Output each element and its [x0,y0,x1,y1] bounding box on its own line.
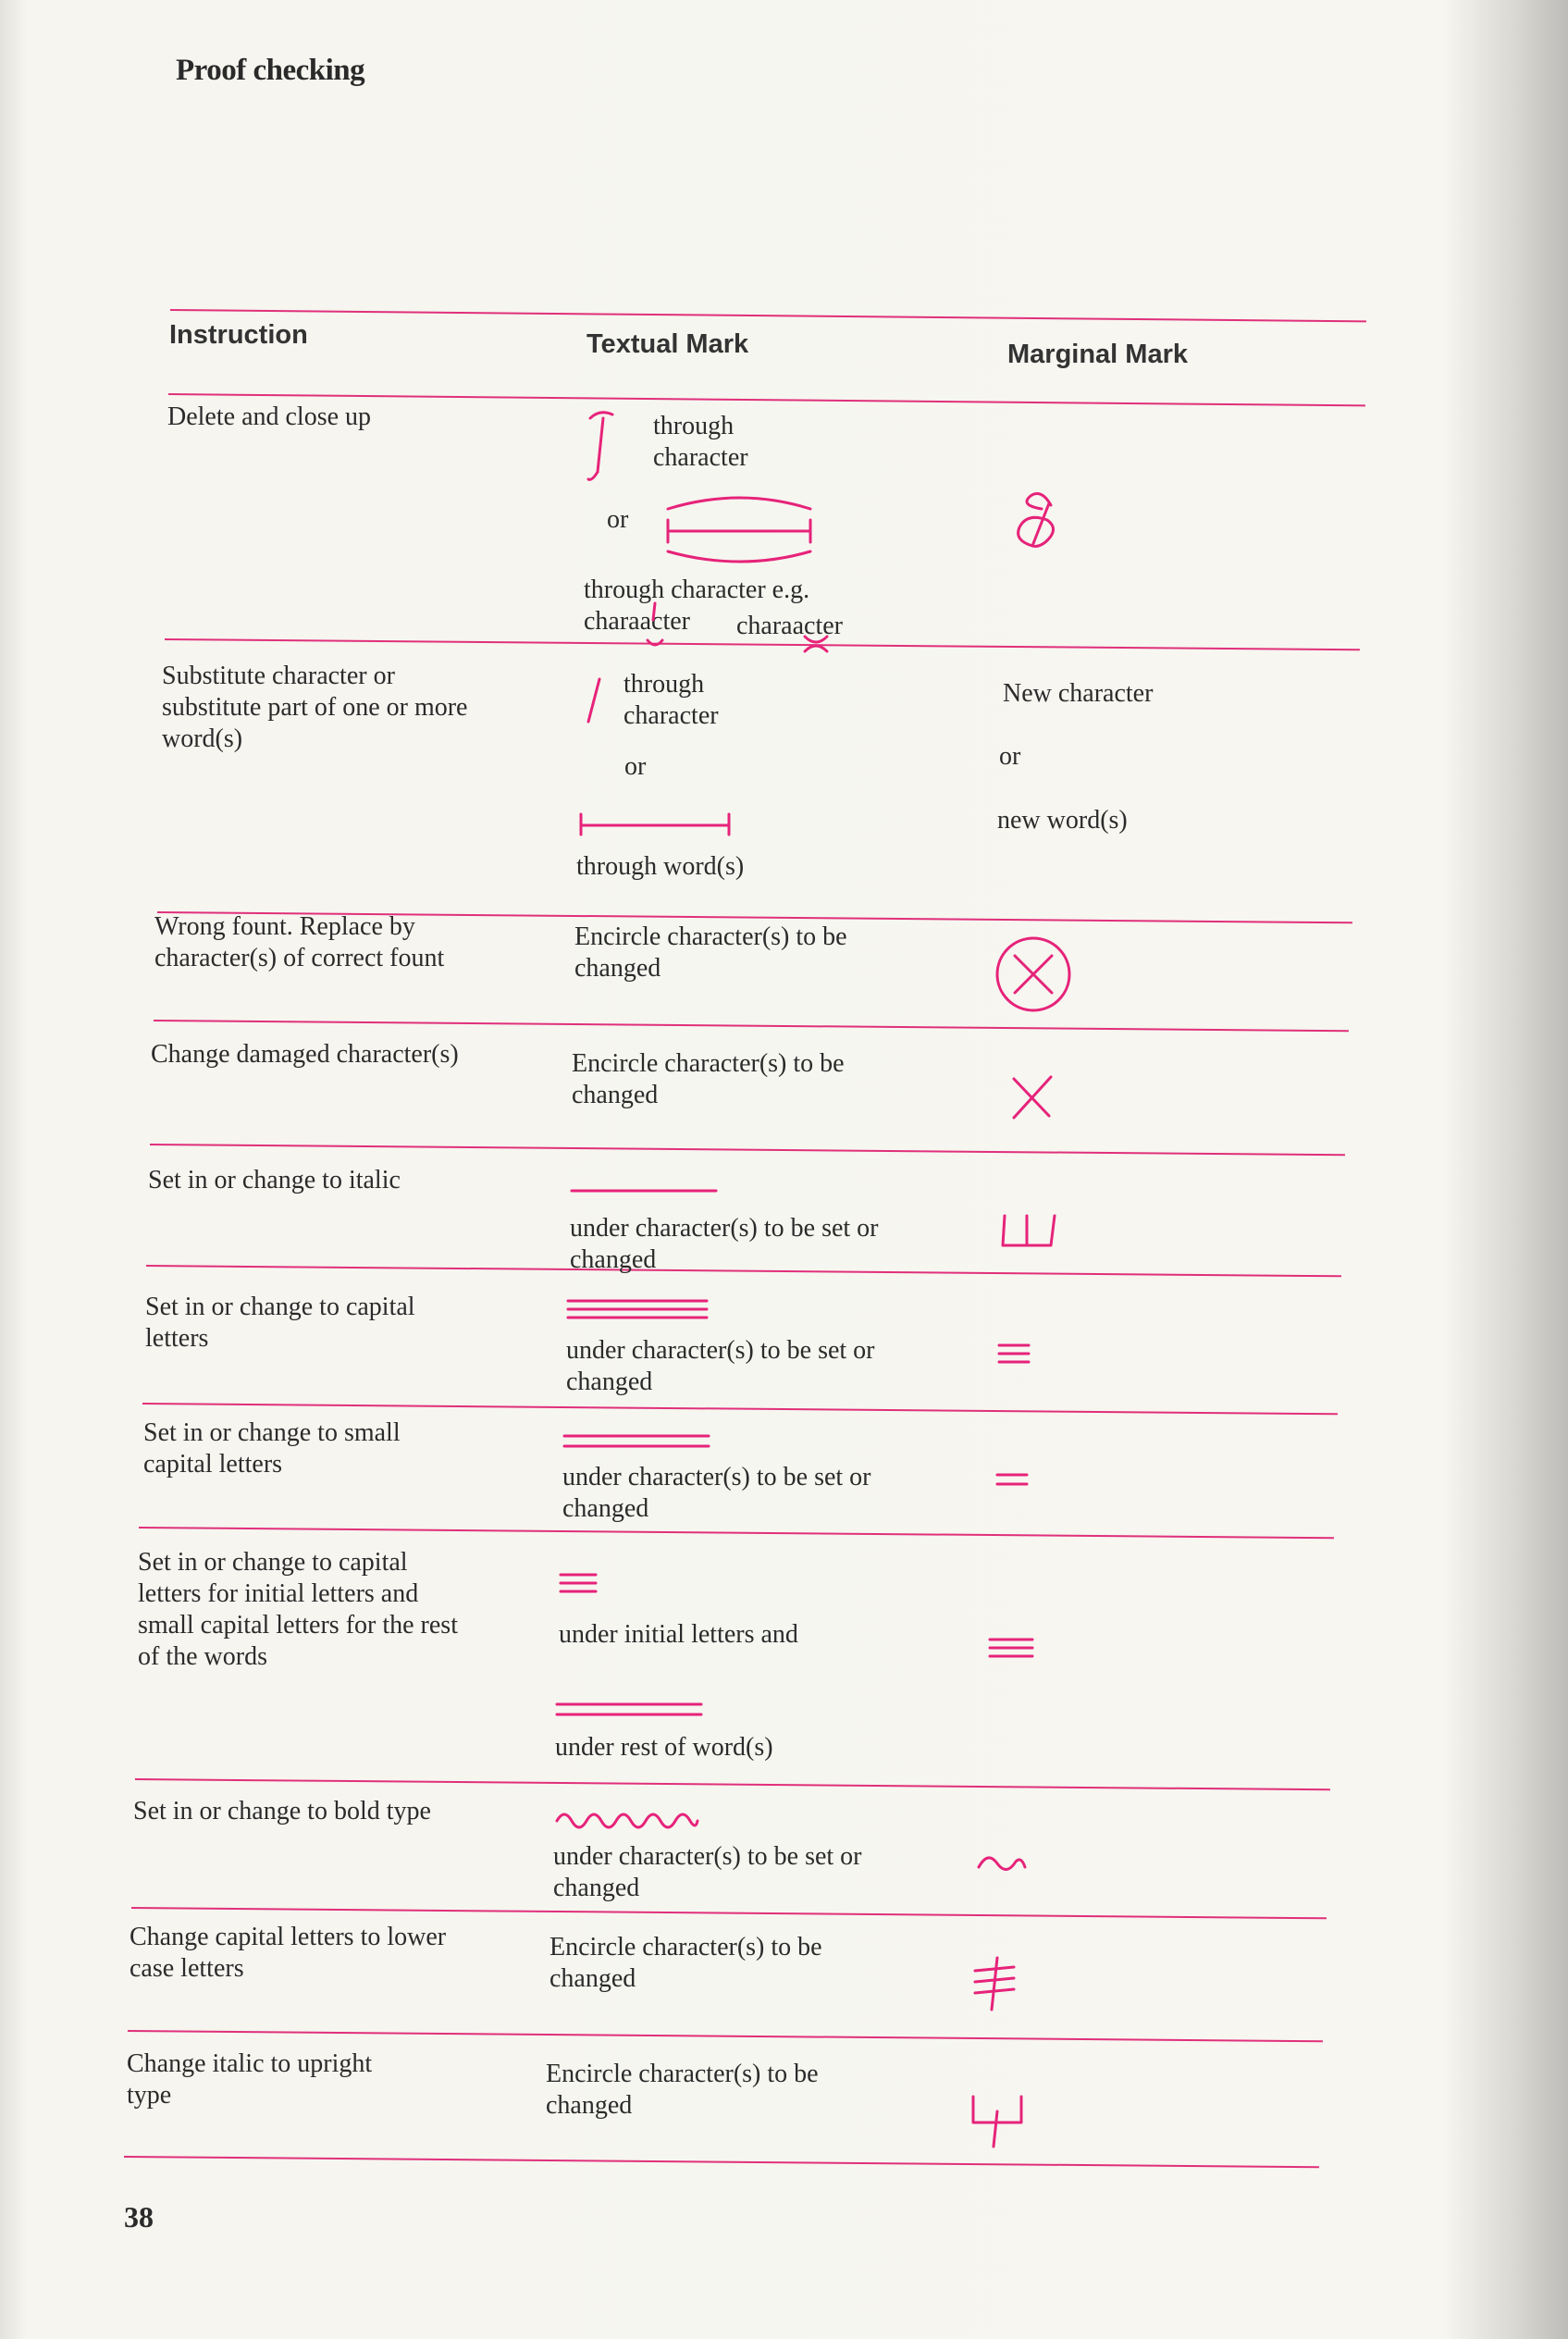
small-capitals-marginal-icon [994,1469,1032,1491]
table-rule-top [170,309,1366,322]
delete-bar-mark [659,490,821,564]
bold-wavy-underline-mark [551,1806,703,1834]
row1-textual-character: character [653,443,748,472]
table-rule-4 [150,1144,1345,1156]
column-header-marginal-mark: Marginal Mark [1007,340,1188,369]
row1-example-before: charaacter [584,607,690,636]
row2-textual-or: or [624,752,647,781]
row2-marginal-new-character: New character [1003,679,1154,708]
row7-instruction-line2: capital letters [143,1450,283,1479]
lower-case-marginal-icon [969,1954,1021,2013]
page-number: 38 [124,2200,154,2234]
row11-textual-line1: Encircle character(s) to be [546,2060,819,2088]
row4-textual-line1: Encircle character(s) to be [572,1049,845,1078]
table-rule-10 [128,2030,1323,2042]
table-rule-bottom [124,2156,1319,2168]
row6-instruction-line2: letters [145,1324,209,1353]
row11-instruction-line1: Change italic to upright [127,2049,373,2078]
initial-capitals-underline-mark [557,1569,601,1597]
table-rule-9 [131,1907,1327,1919]
row6-textual-line2: changed [566,1368,653,1396]
capitals-underline-mark [564,1295,712,1323]
rest-small-capitals-underline-mark [553,1699,707,1721]
table-rule-6 [142,1403,1338,1415]
row10-textual-line1: Encircle character(s) to be [549,1933,822,1962]
row7-instruction-line1: Set in or change to small [143,1418,401,1447]
row2-instruction-line3: word(s) [162,724,243,753]
row3-textual-line2: changed [574,954,661,983]
row8-instruction-line4: of the words [138,1642,267,1671]
italic-underline-mark [568,1184,720,1197]
row4-instruction: Change damaged character(s) [151,1040,459,1069]
row11-textual-line2: changed [546,2091,633,2120]
upright-marginal-icon [968,2089,1027,2150]
row2-textual-through: through [623,670,705,699]
row9-instruction: Set in or change to bold type [133,1797,431,1825]
row8-textual-initial: under initial letters and [559,1620,798,1649]
damaged-x-icon [1005,1071,1060,1123]
table-rule-7 [139,1527,1334,1539]
delete-marginal-mark-icon [1005,481,1079,555]
row1-example-after: charaacter [736,612,843,640]
row9-textual-line2: changed [553,1874,640,1902]
column-header-instruction: Instruction [169,320,308,350]
row10-instruction-line2: case letters [130,1954,244,1983]
italic-marginal-icon [997,1208,1060,1253]
row2-marginal-or: or [999,742,1021,771]
row2-marginal-new-words: new word(s) [997,806,1128,835]
row10-textual-line2: changed [549,1964,636,1993]
row7-textual-line2: changed [562,1494,649,1523]
row6-instruction-line1: Set in or change to capital [145,1293,415,1321]
row1-textual-or: or [607,505,629,534]
table-rule-5 [146,1265,1341,1277]
table-rule-8 [135,1778,1330,1790]
row8-textual-rest: under rest of word(s) [555,1733,773,1762]
caps-small-caps-marginal-icon [986,1634,1040,1662]
substitute-stroke-mark [583,674,605,729]
row8-instruction-line3: small capital letters for the rest [138,1611,458,1640]
wrong-fount-circled-x-icon [992,933,1075,1016]
row3-textual-line1: Encircle character(s) to be [574,922,847,951]
row4-textual-line2: changed [572,1081,659,1109]
row3-instruction-line1: Wrong fount. Replace by [154,912,415,941]
row1-instruction: Delete and close up [167,402,372,431]
capitals-marginal-icon [995,1340,1034,1368]
row5-textual-line1: under character(s) to be set or [570,1214,879,1243]
row9-textual-line1: under character(s) to be set or [553,1842,862,1871]
row3-instruction-line2: character(s) of correct fount [154,944,445,972]
row10-instruction-line1: Change capital letters to lower [130,1923,447,1951]
running-title: Proof checking [176,54,365,87]
table-rule-3 [154,1020,1349,1032]
row2-instruction-line1: Substitute character or [162,662,395,690]
row2-instruction-line2: substitute part of one or more [162,693,468,722]
row2-textual-through-words: through word(s) [576,852,745,881]
row5-textual-line2: changed [570,1245,657,1274]
row5-instruction: Set in or change to italic [148,1166,401,1194]
row2-textual-character: character [623,701,719,730]
delete-example-mark-before [642,600,668,651]
row8-instruction-line1: Set in or change to capital [138,1548,408,1577]
bold-marginal-icon [975,1850,1029,1875]
column-header-textual-mark: Textual Mark [586,329,749,359]
row1-textual-through: through [653,412,735,440]
substitute-bar-mark [575,809,735,840]
row11-instruction-line2: type [127,2081,172,2110]
delete-example-mark-after [801,629,831,657]
small-capitals-underline-mark [561,1430,714,1453]
row1-textual-through-eg: through character e.g. [584,575,810,604]
row8-instruction-line2: letters for initial letters and [138,1579,419,1608]
delete-stroke-mark [583,405,620,490]
row7-textual-line1: under character(s) to be set or [562,1463,871,1491]
row6-textual-line1: under character(s) to be set or [566,1336,875,1365]
